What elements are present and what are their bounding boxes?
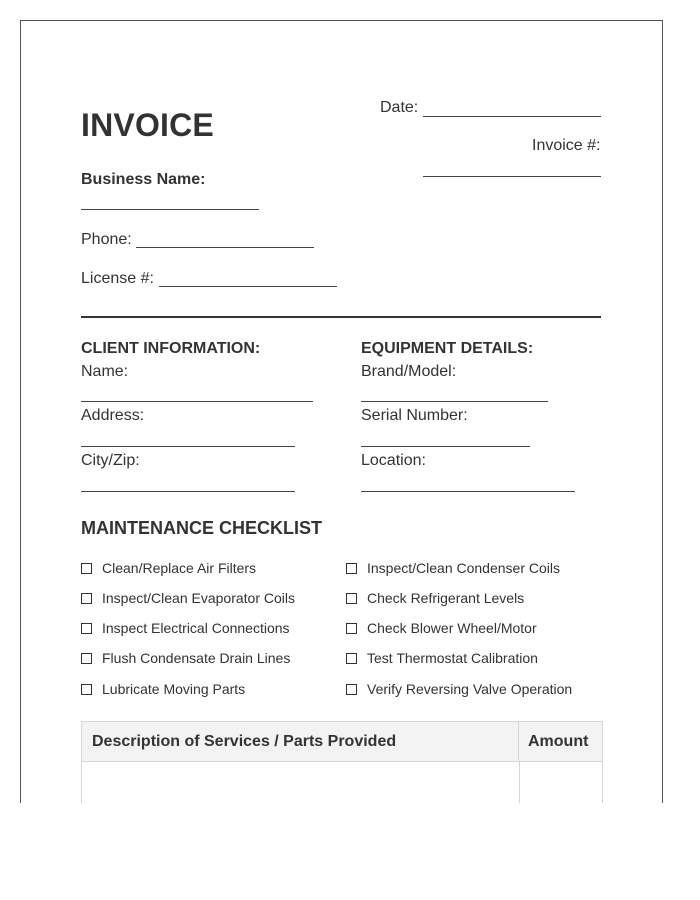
serial-number-label: Serial Number: xyxy=(361,407,468,424)
business-name-field-line[interactable] xyxy=(81,209,259,210)
checkbox[interactable] xyxy=(346,684,357,695)
checklist-item-label: Clean/Replace Air Filters xyxy=(102,560,257,576)
checkbox[interactable] xyxy=(346,593,357,604)
services-table-header xyxy=(82,722,602,762)
description-cell[interactable] xyxy=(82,762,520,803)
checkbox[interactable] xyxy=(346,623,357,634)
checklist-item[interactable] xyxy=(346,560,560,576)
checklist-item-label: Check Refrigerant Levels xyxy=(367,590,525,606)
invoice-number-label: Invoice #: xyxy=(532,137,601,154)
checklist-item[interactable] xyxy=(81,620,290,636)
client-address-label: Address: xyxy=(81,407,145,424)
checklist-item[interactable] xyxy=(346,590,524,606)
client-name-label: Name: xyxy=(81,363,129,380)
table-row xyxy=(82,762,602,803)
date-field-line[interactable] xyxy=(423,116,601,117)
checklist-item[interactable] xyxy=(346,620,537,636)
date-label: Date: xyxy=(380,99,419,116)
checklist-item-label: Inspect/Clean Condenser Coils xyxy=(367,560,560,576)
client-address-field-line[interactable] xyxy=(81,446,295,447)
brand-model-field-line[interactable] xyxy=(361,401,548,402)
client-info-heading: CLIENT INFORMATION: xyxy=(81,340,261,357)
checklist-item[interactable] xyxy=(81,590,295,606)
location-field-line[interactable] xyxy=(361,491,575,492)
license-label: License #: xyxy=(81,270,154,287)
checklist-item-label: Test Thermostat Calibration xyxy=(367,650,538,666)
checklist-item[interactable] xyxy=(81,560,256,576)
checkbox[interactable] xyxy=(81,563,92,574)
amount-column-header: Amount xyxy=(528,732,589,750)
serial-number-field-line[interactable] xyxy=(361,446,530,447)
phone-field-line[interactable] xyxy=(136,247,314,248)
license-field-line[interactable] xyxy=(159,286,337,287)
description-column-header: Description of Services / Parts Provided xyxy=(82,722,519,761)
checklist-item-label: Lubricate Moving Parts xyxy=(102,681,246,697)
checklist-item[interactable] xyxy=(81,650,290,666)
checklist-item-label: Inspect/Clean Evaporator Coils xyxy=(102,590,295,606)
invoice-number-field-line[interactable] xyxy=(423,176,601,177)
brand-model-label: Brand/Model: xyxy=(361,363,457,380)
invoice-page xyxy=(20,20,663,803)
amount-cell[interactable] xyxy=(520,762,602,803)
checklist-item-label: Flush Condensate Drain Lines xyxy=(102,650,291,666)
client-cityzip-field-line[interactable] xyxy=(81,491,295,492)
maintenance-checklist-heading: MAINTENANCE CHECKLIST xyxy=(81,518,322,538)
checkbox[interactable] xyxy=(81,623,92,634)
client-name-field-line[interactable] xyxy=(81,401,313,402)
checklist-item[interactable] xyxy=(346,650,538,666)
business-name-label: Business Name: xyxy=(81,171,206,188)
location-label: Location: xyxy=(361,452,426,469)
phone-label: Phone: xyxy=(81,231,132,248)
checkbox[interactable] xyxy=(346,653,357,664)
client-cityzip-label: City/Zip: xyxy=(81,452,140,469)
checkbox[interactable] xyxy=(81,684,92,695)
checklist-item-label: Check Blower Wheel/Motor xyxy=(367,620,537,636)
invoice-title: INVOICE xyxy=(81,107,214,143)
checklist-item-label: Inspect Electrical Connections xyxy=(102,620,290,636)
section-divider xyxy=(81,316,601,318)
equipment-details-heading: EQUIPMENT DETAILS: xyxy=(361,340,534,357)
checklist-item[interactable] xyxy=(346,681,572,697)
services-table xyxy=(81,721,603,803)
checklist-item-label: Verify Reversing Valve Operation xyxy=(367,681,573,697)
checkbox[interactable] xyxy=(81,653,92,664)
checklist-item[interactable] xyxy=(81,681,245,697)
checkbox[interactable] xyxy=(346,563,357,574)
checkbox[interactable] xyxy=(81,593,92,604)
